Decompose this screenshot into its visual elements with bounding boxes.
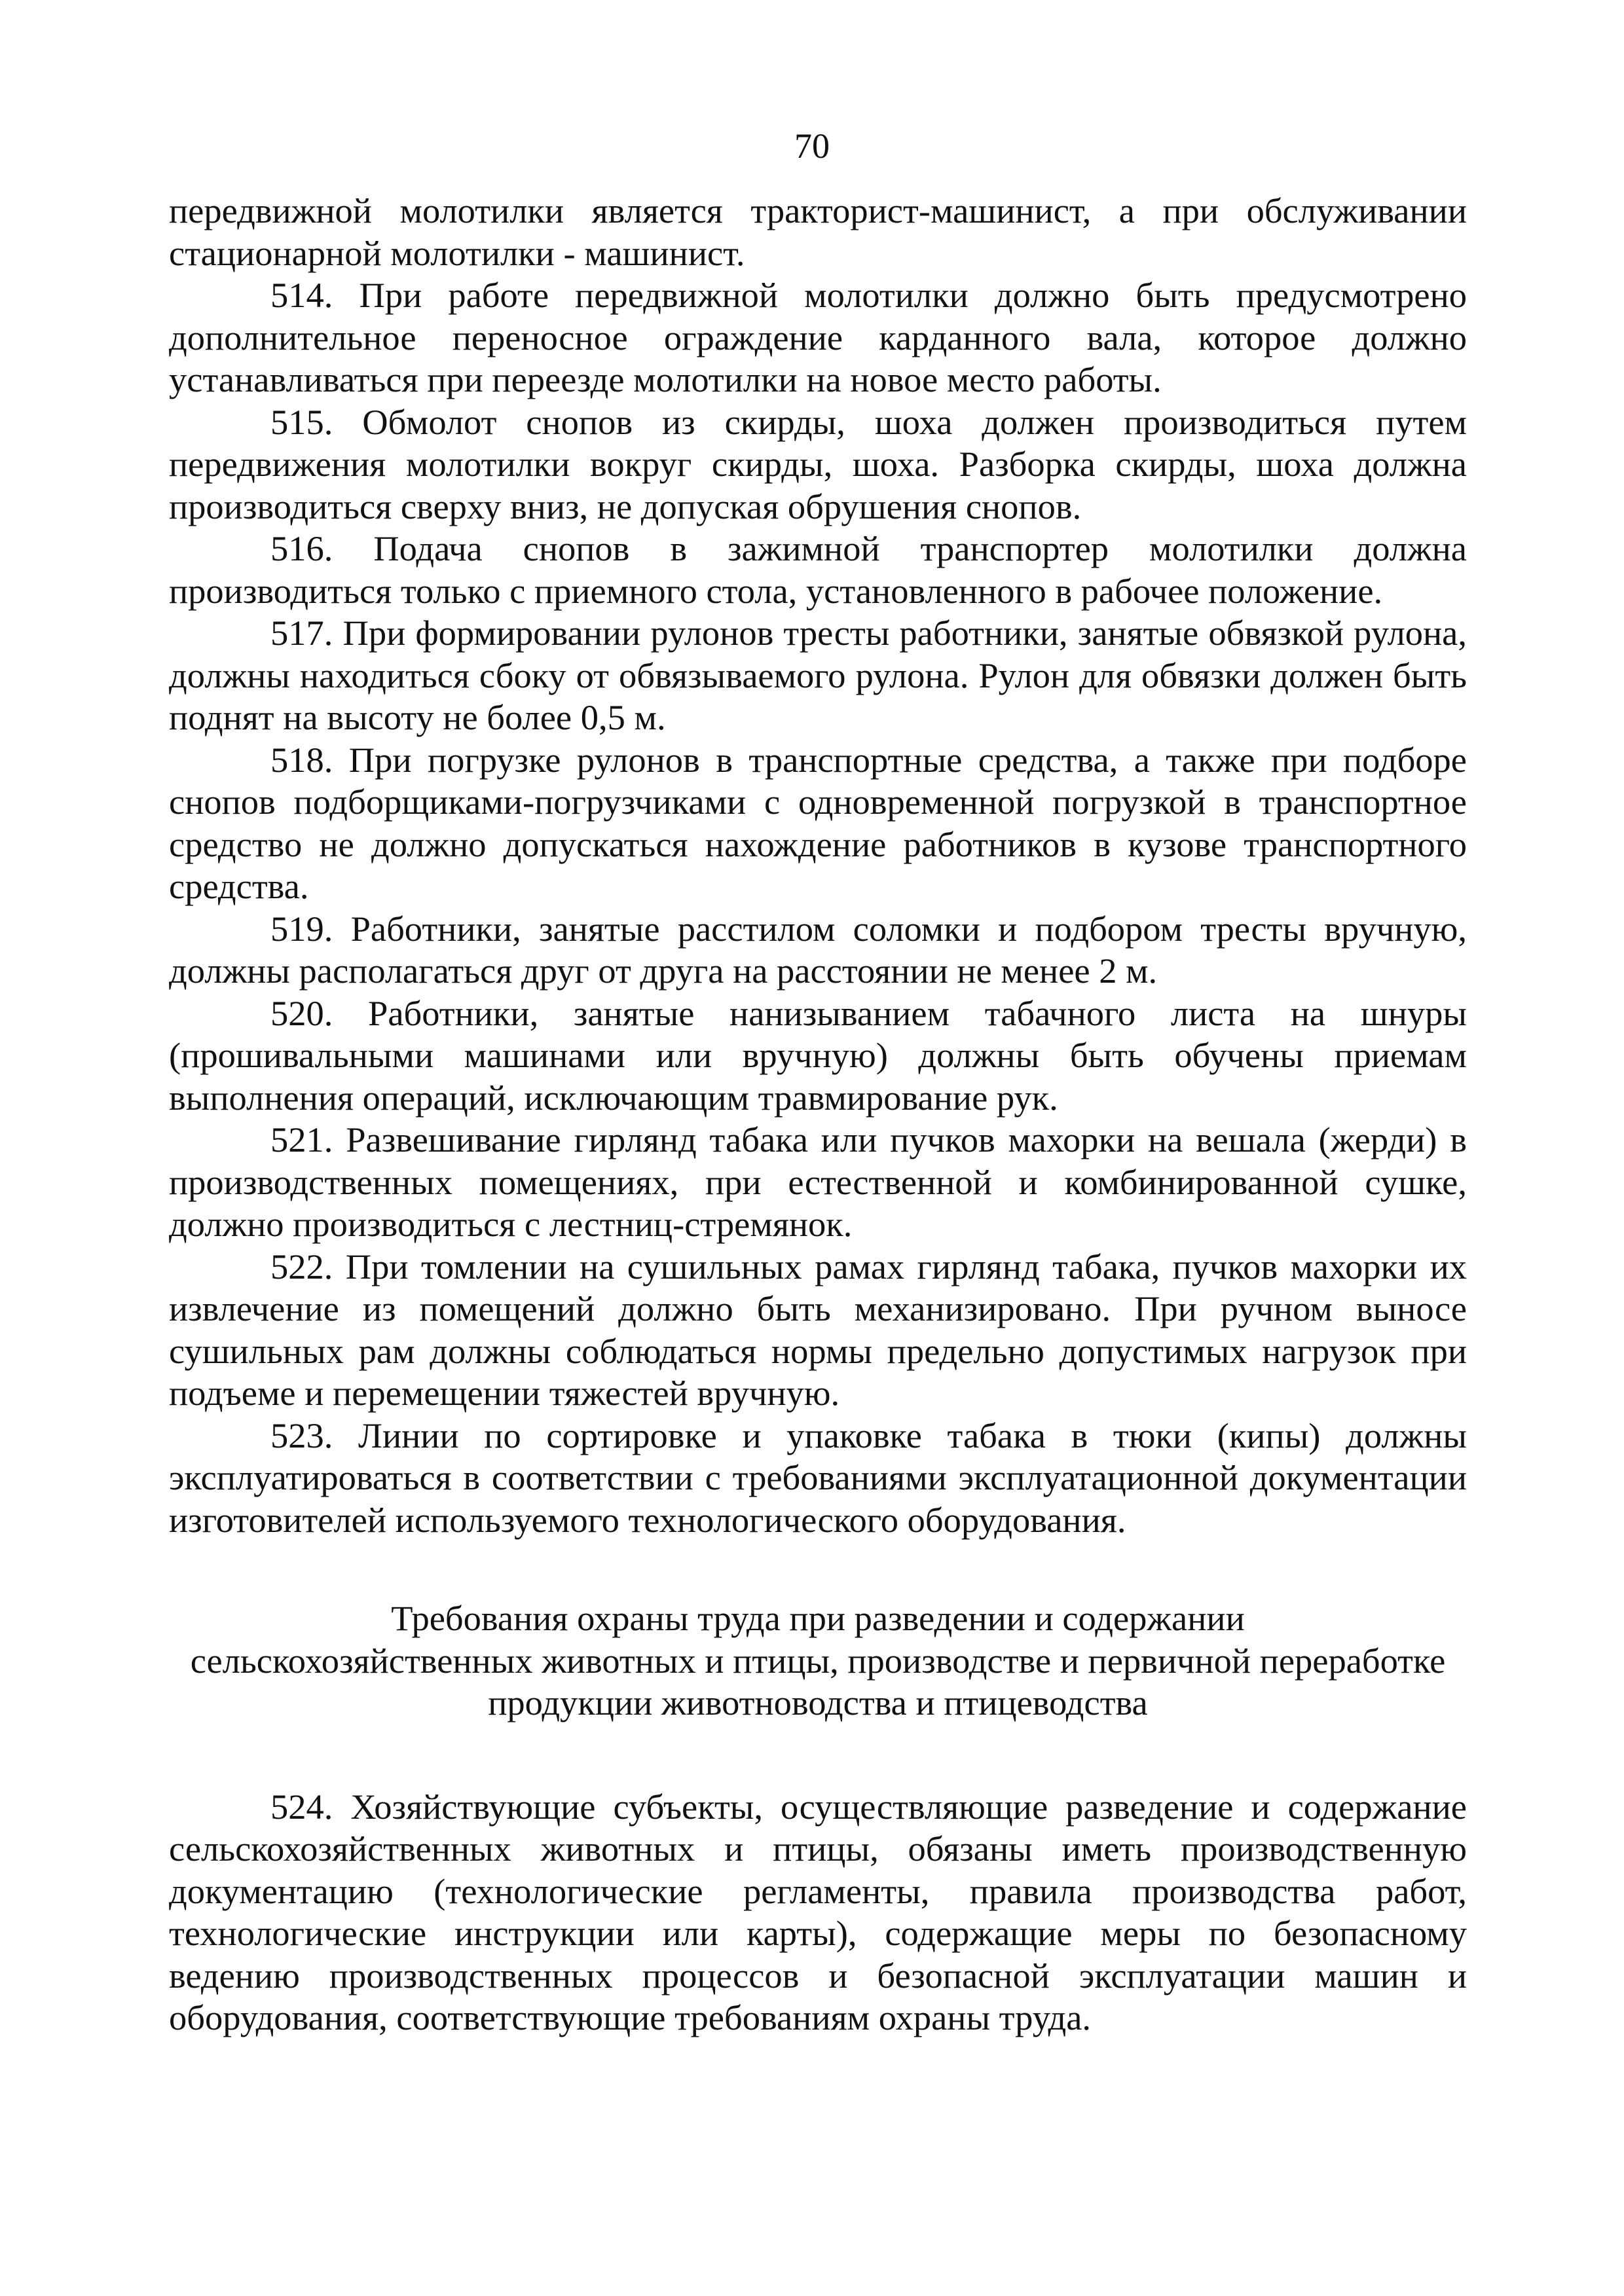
paragraph-520: 520. Работники, занятые нанизыванием табачного листа на шнуры (прошивальными машинами или вручную) должны быть обучены приемам выполнения операций, исключающим травмирование рук. [169, 993, 1467, 1118]
paragraph-523: 523. Линии по сортировке и упаковке табака в тюки (кипы) должны эксплуатироваться в соответствии с требованиями эксплуатационной документации изготовителей используемого технологического оборудования. [169, 1415, 1467, 1540]
paragraph-continuation: передвижной молотилки является тракторист-машинист, а при обслуживании стационарной молотилки - машинист. [169, 191, 1467, 273]
section-heading [169, 1597, 1467, 1724]
section-heading-line-3: продукции животноводства и птицеводства [488, 1683, 1148, 1722]
paragraph-517: 517. При формировании рулонов тресты работники, занятые обвязкой рулона, должны находиться сбоку от обвязываемого рулона. Рулон для обвязки должен быть поднят на высоту не более 0,5 м. [169, 613, 1467, 737]
paragraph-522: 522. При томлении на сушильных рамах гирлянд табака, пучков махорки их извлечение из помещений должно быть механизировано. При ручном выносе сушильных рам должны соблюдаться нормы предельно допустимых нагрузок при подъеме и перемещении тяжестей вручную. [169, 1246, 1467, 1413]
page-number: 70 [794, 126, 830, 166]
paragraph-515: 515. Обмолот снопов из скирды, шоха должен производиться путем передвижения молотилки вокруг скирды, шоха. Разборка скирды, шоха должна производиться сверху вниз, не допуская обрушения снопов. [169, 401, 1467, 526]
document-body [169, 190, 1467, 2039]
paragraph-519: 519. Работники, занятые расстилом соломки и подбором тресты вручную, должны располагаться друг от друга на расстоянии не менее 2 м. [169, 908, 1467, 991]
section-heading-line-1: Требования охраны труда при разведении и содержании [391, 1598, 1245, 1638]
paragraph-521: 521. Развешивание гирлянд табака или пучков махорки на вешала (жерди) в производственных помещениях, при естественной и комбинированной сушке, должно производиться с лестниц-стремянок. [169, 1120, 1467, 1244]
paragraph-514: 514. При работе передвижной молотилки должно быть предусмотрено дополнительное переносное ограждение карданного вала, которое должно устанавливаться при переезде молотилки на новое место работы. [169, 275, 1467, 399]
section-heading-line-2: сельскохозяйственных животных и птицы, производстве и первичной переработке [190, 1640, 1446, 1681]
paragraph-518: 518. При погрузке рулонов в транспортные средства, а также при подборе снопов подборщиками-погрузчиками с одновременной погрузкой в транспортное средство не должно допускаться нахождение работников в кузове транспортного средства. [169, 739, 1467, 906]
paragraph-524: 524. Хозяйствующие субъекты, осуществляющие разведение и содержание сельскохозяйственных животных и птицы, обязаны иметь производственную документацию (технологические регламенты, правила производства работ, технологические инструкции или карты), содержащие меры по безопасному ведению производственных процессов и безопасной эксплуатации машин и оборудования, соответствующие требованиям охраны труда. [169, 1786, 1467, 2037]
paragraph-516: 516. Подача снопов в зажимной транспортер молотилки должна производиться только с приемного стола, установленного в рабочее положение. [169, 528, 1467, 611]
